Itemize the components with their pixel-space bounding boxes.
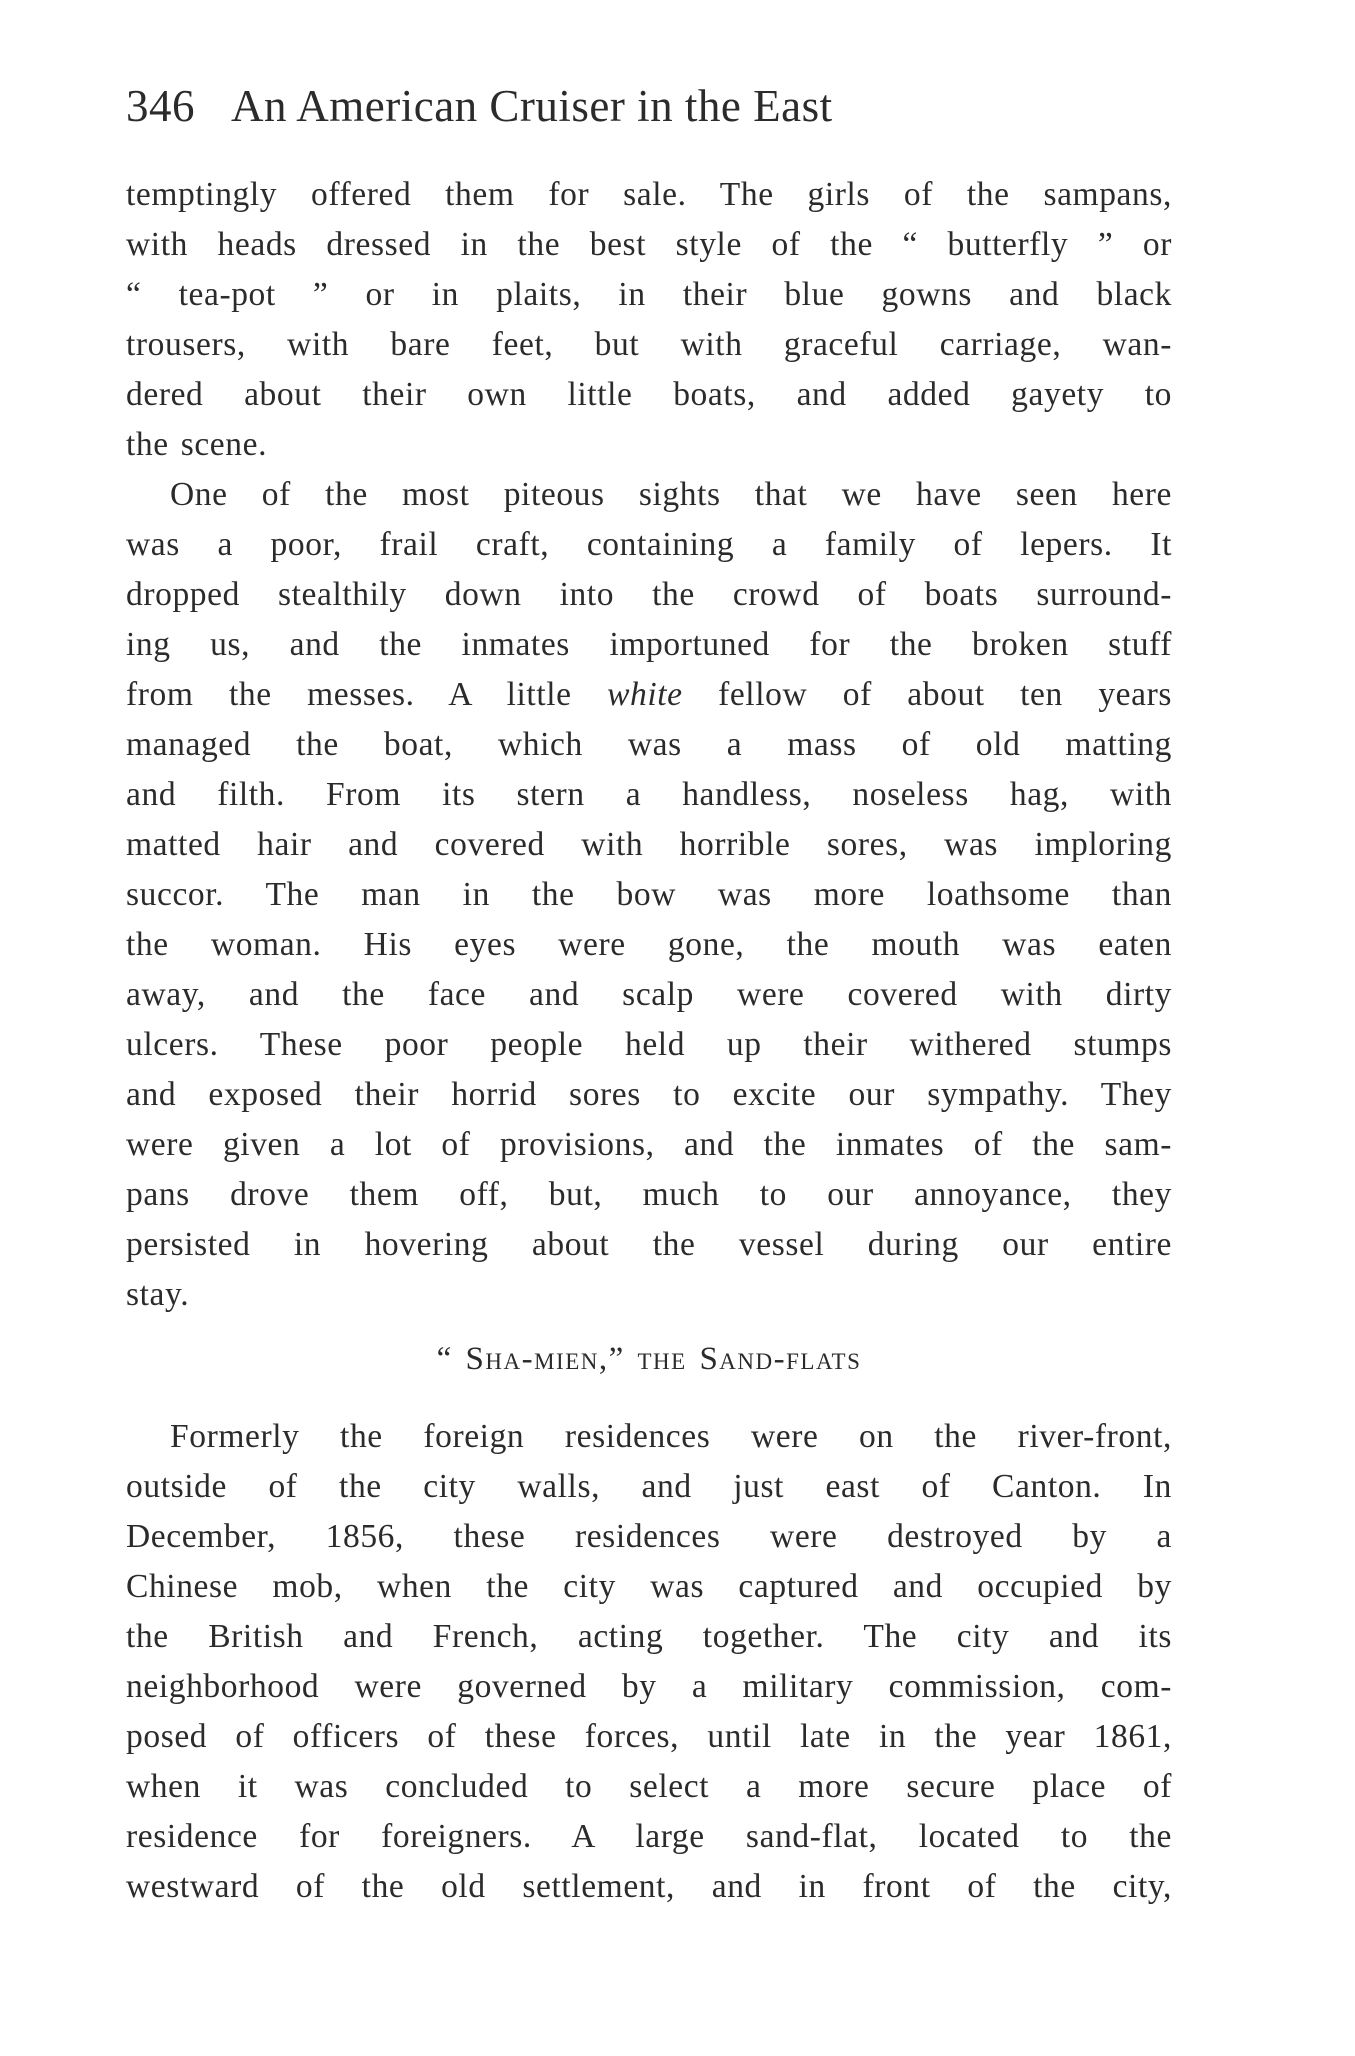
text-fragment: fellow of about ten years [682,676,1172,713]
running-head [126,76,1176,136]
text-line: pans drove them off, but, much to our annoyance, they [126,1176,1172,1213]
text-line-with-italic [126,670,1172,720]
text-line: when it was concluded to select a more secure place of [126,1768,1172,1805]
italic-word: white [607,676,683,713]
text-line: with heads dressed in the best style of the “ butterfly ” or [126,226,1172,263]
text-line: One of the most piteous sights that we have seen here [170,476,1172,513]
text-line: residence for foreigners. A large sand-flat, located to the [126,1818,1172,1855]
text-line: outside of the city walls, and just east of Canton. In [126,1468,1172,1505]
text-line: succor. The man in the bow was more loathsome than [126,876,1172,913]
text-line: stay. [126,1276,190,1313]
text-line: was a poor, frail craft, containing a family of lepers. It [126,526,1172,563]
body-text [126,170,1172,1912]
text-line: and filth. From its stern a handless, noseless hag, with [126,776,1172,813]
text-line: the woman. His eyes were gone, the mouth was eaten [126,926,1172,963]
page-number: 346 [126,81,195,131]
text-line: dered about their own little boats, and added gayety to [126,376,1172,413]
text-line: Chinese mob, when the city was captured and occupied by [126,1568,1172,1605]
text-line: neighborhood were governed by a military commission, com- [126,1668,1172,1705]
text-line: and exposed their horrid sores to excite our sympathy. They [126,1076,1172,1113]
text-line: the scene. [126,426,268,463]
text-line: matted hair and covered with horrible sores, was imploring [126,826,1172,863]
text-line: managed the boat, which was a mass of old matting [126,726,1172,763]
text-line: persisted in hovering about the vessel during our entire [126,1226,1172,1263]
text-line: ing us, and the inmates importuned for the broken stuff [126,626,1172,663]
text-line: dropped stealthily down into the crowd of boats surround- [126,576,1172,613]
text-line: “ tea-pot ” or in plaits, in their blue gowns and black [126,276,1172,313]
text-line: the British and French, acting together. The city and its [126,1618,1172,1655]
paragraph-continued [126,170,1172,470]
paragraph-sha-mien [126,1412,1172,1912]
paragraph-lepers [126,470,1172,1320]
text-line: ulcers. These poor people held up their withered stumps [126,1026,1172,1063]
text-line: westward of the old settlement, and in front of the city, [126,1868,1172,1905]
text-line: trousers, with bare feet, but with graceful carriage, wan- [126,326,1172,363]
text-line: were given a lot of provisions, and the inmates of the sam- [126,1126,1172,1163]
text-line: Formerly the foreign residences were on the river-front, [170,1418,1172,1455]
text-line: temptingly offered them for sale. The girls of the sampans, [126,176,1172,213]
text-line: away, and the face and scalp were covered with dirty [126,976,1172,1013]
text-line: December, 1856, these residences were destroyed by a [126,1518,1172,1555]
text-fragment: from the messes. A little [126,676,608,713]
section-heading: “ Sha-mien,” the Sand-flats [436,1341,862,1377]
text-line: posed of officers of these forces, until late in the year 1861, [126,1718,1172,1755]
running-title: An American Cruiser in the East [231,81,833,131]
